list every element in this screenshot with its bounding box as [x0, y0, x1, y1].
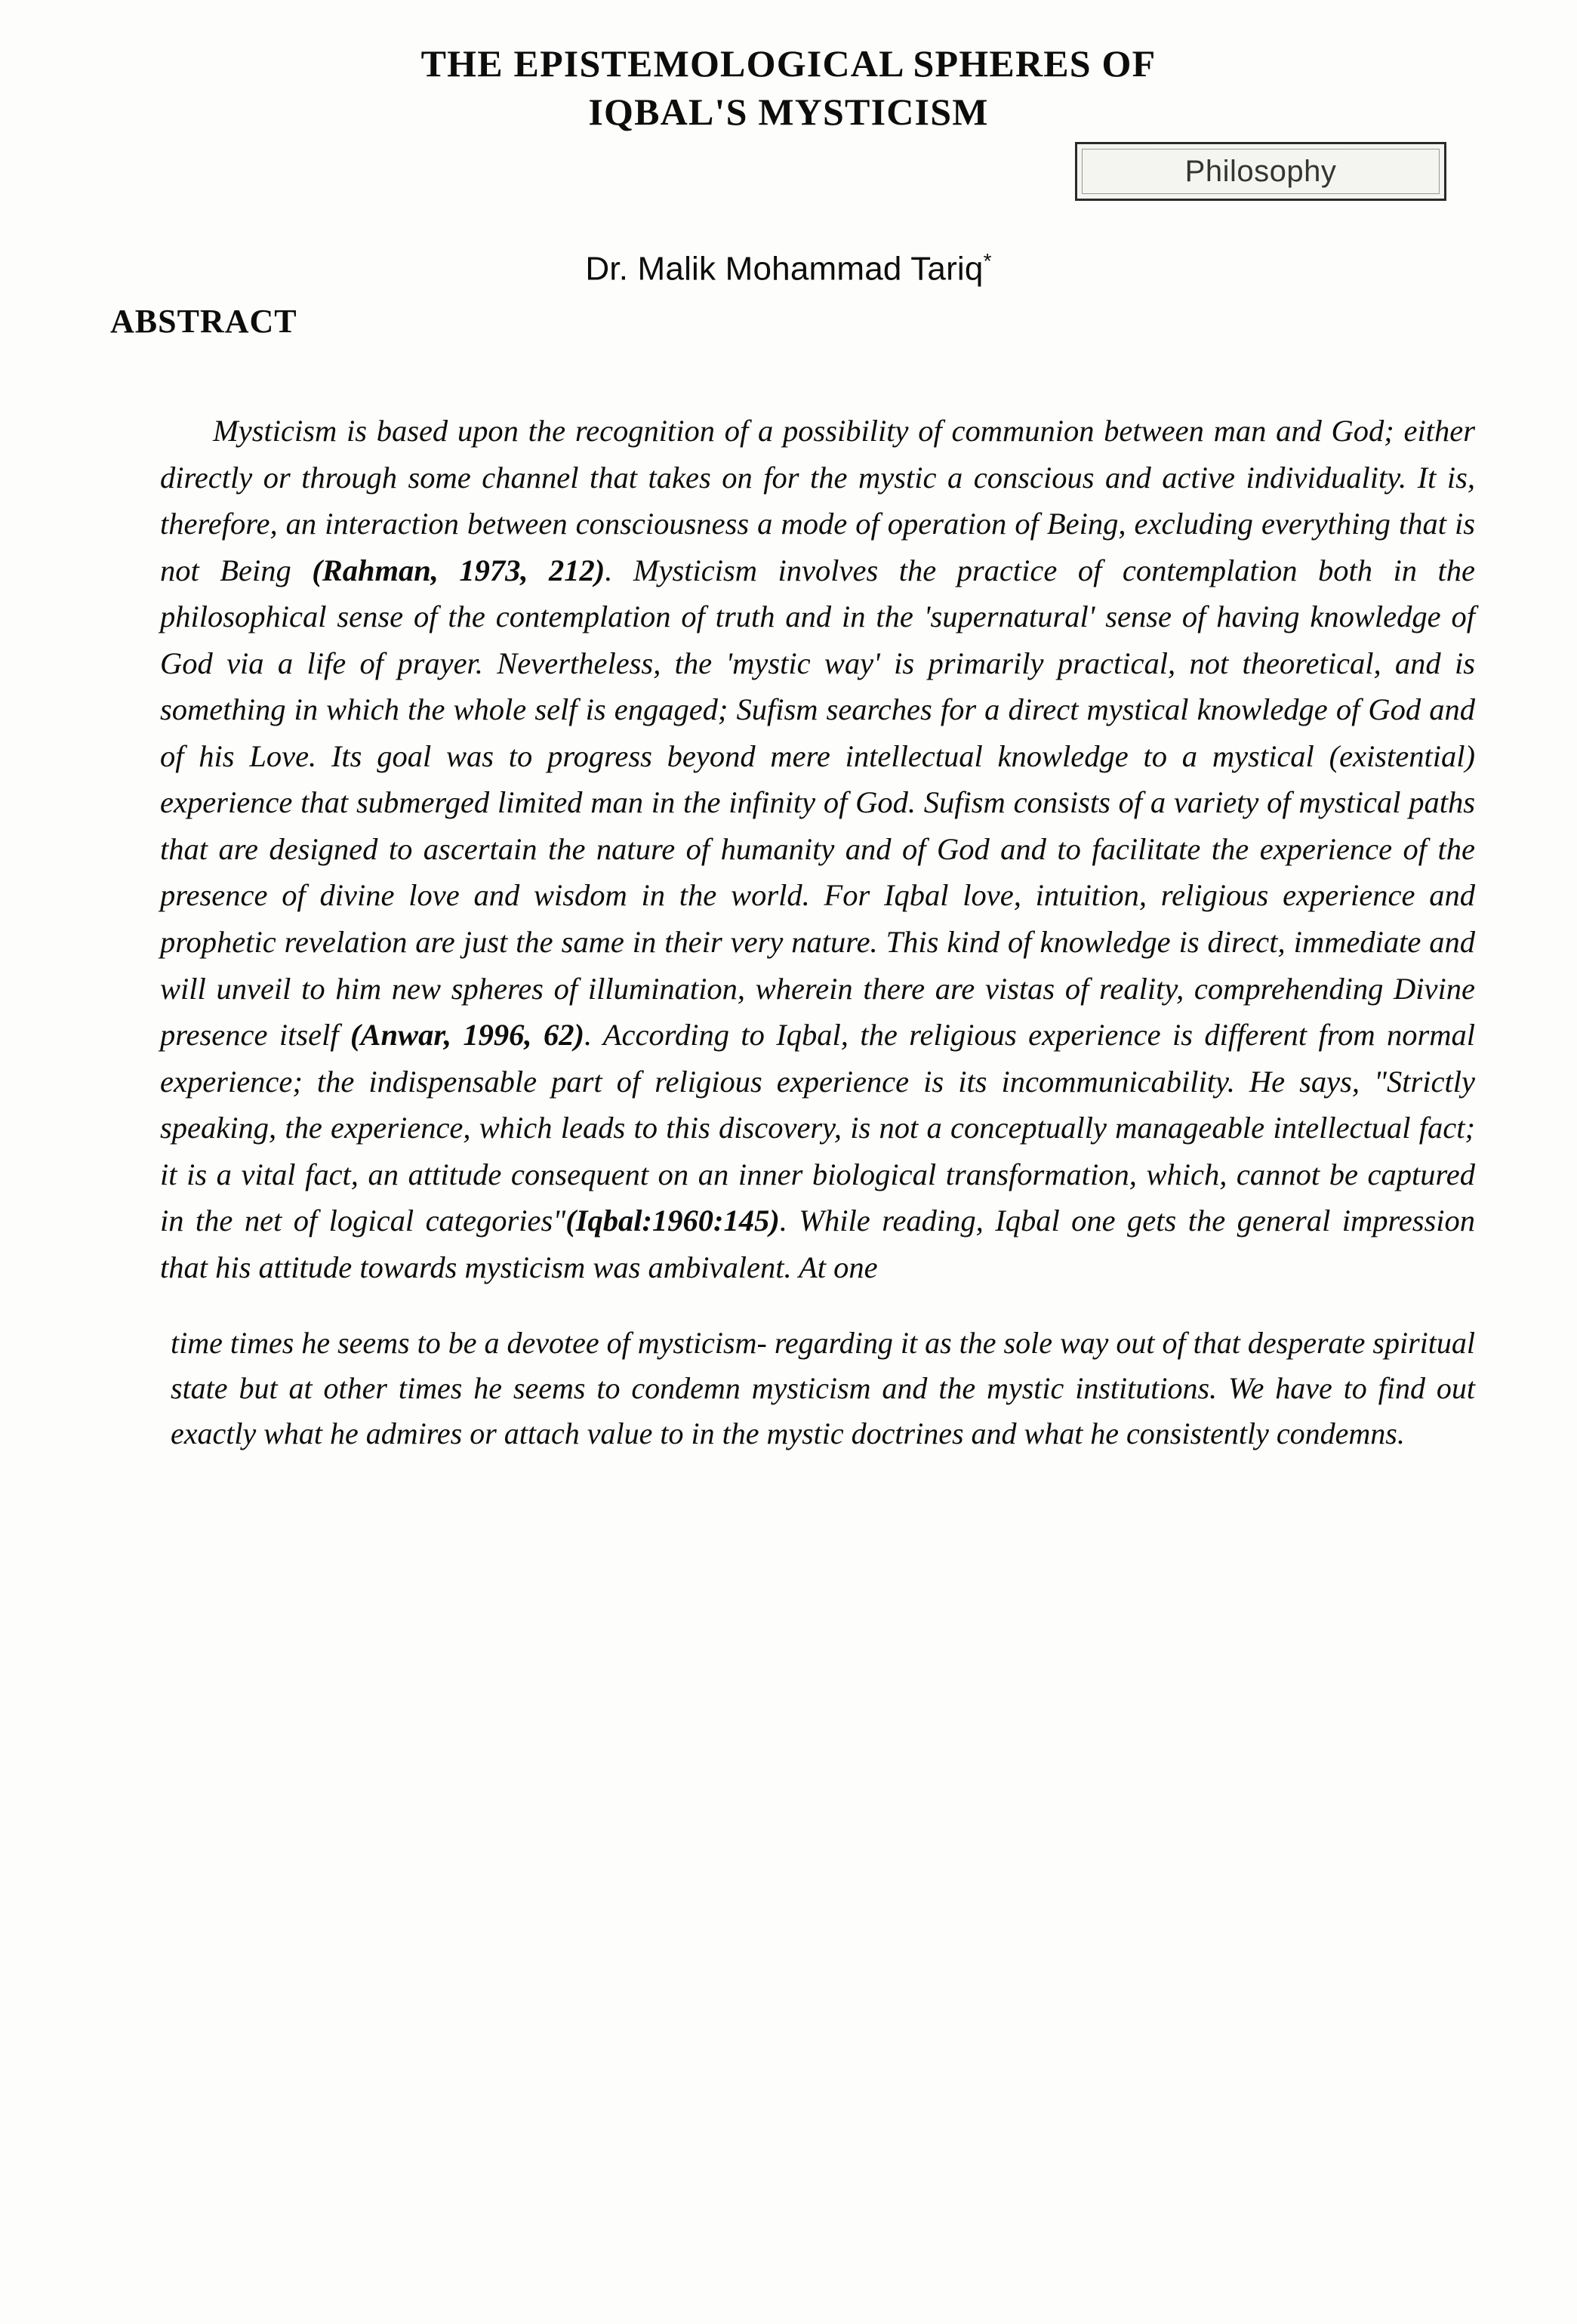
philosophy-stamp-label: Philosophy	[1082, 149, 1440, 194]
philosophy-stamp	[1075, 142, 1446, 201]
abstract-heading: ABSTRACT	[110, 303, 297, 340]
abstract-paragraph-1: Mysticism is based upon the recognition of a possibility of communion between man and God; either directly or through some channel that takes on for the mystic a conscious and active individuality. It is, therefore, an interaction between consciousness a mode of operation of Being, excluding everything that is not Being (Rahman, 1973, 212). Mysticism involves the practice of contemplation both in the philosophical sense of the contemplation of truth and in the 'supernatural' sense of having knowledge of God via a life of prayer. Nevertheless, the 'mystic way' is primarily practical, not theoretical, and is something in which the whole self is engaged; Sufism searches for a direct mystical knowledge of God and of his Love. Its goal was to progress beyond mere intellectual knowledge to a mystical (existential) experience that submerged limited man in the infinity of God. Sufism consists of a variety of mystical paths that are designed to ascertain the nature of humanity and of God and to facilitate the experience of the presence of divine love and wisdom in the world. For Iqbal love, intuition, religious experience and prophetic revelation are just the same in their very nature. This kind of knowledge is direct, immediate and will unveil to him new spheres of illumination, wherein there are vistas of reality, comprehending Divine presence itself (Anwar, 1996, 62). According to Iqbal, the religious experience is different from normal experience; the indispensable part of religious experience is its incommunicability. He says, "Strictly speaking, the experience, which leads to this discovery, is not a conceptually manageable intellectual fact; it is a vital fact, an attitude consequent on an inner biological transformation, which, cannot be captured in the net of logical categories"(Iqbal:1960:145). While reading, Iqbal one gets the general impression that his attitude towards mysticism was ambivalent. At one	[160, 414, 1476, 1284]
abstract-body	[160, 408, 1475, 1456]
title-line-1: THE EPISTEMOLOGICAL SPHERES OF	[420, 42, 1157, 85]
author-line	[0, 249, 1577, 288]
abstract-paragraph-2: time times he seems to be a devotee of mysticism- regarding it as the sole way out of that desperate spiritual state but at other times he seems to condemn mysticism and the mystic institutions. We have to find out exactly what he admires or attach value to in the mystic doctrines and what he consistently condemns.	[171, 1326, 1475, 1451]
author-name: Dr. Malik Mohammad Tariq	[585, 250, 984, 288]
author-footnote-marker: *	[983, 249, 992, 273]
title-line-2: IQBAL'S MYSTICISM	[588, 91, 989, 133]
page-title	[0, 0, 1577, 136]
